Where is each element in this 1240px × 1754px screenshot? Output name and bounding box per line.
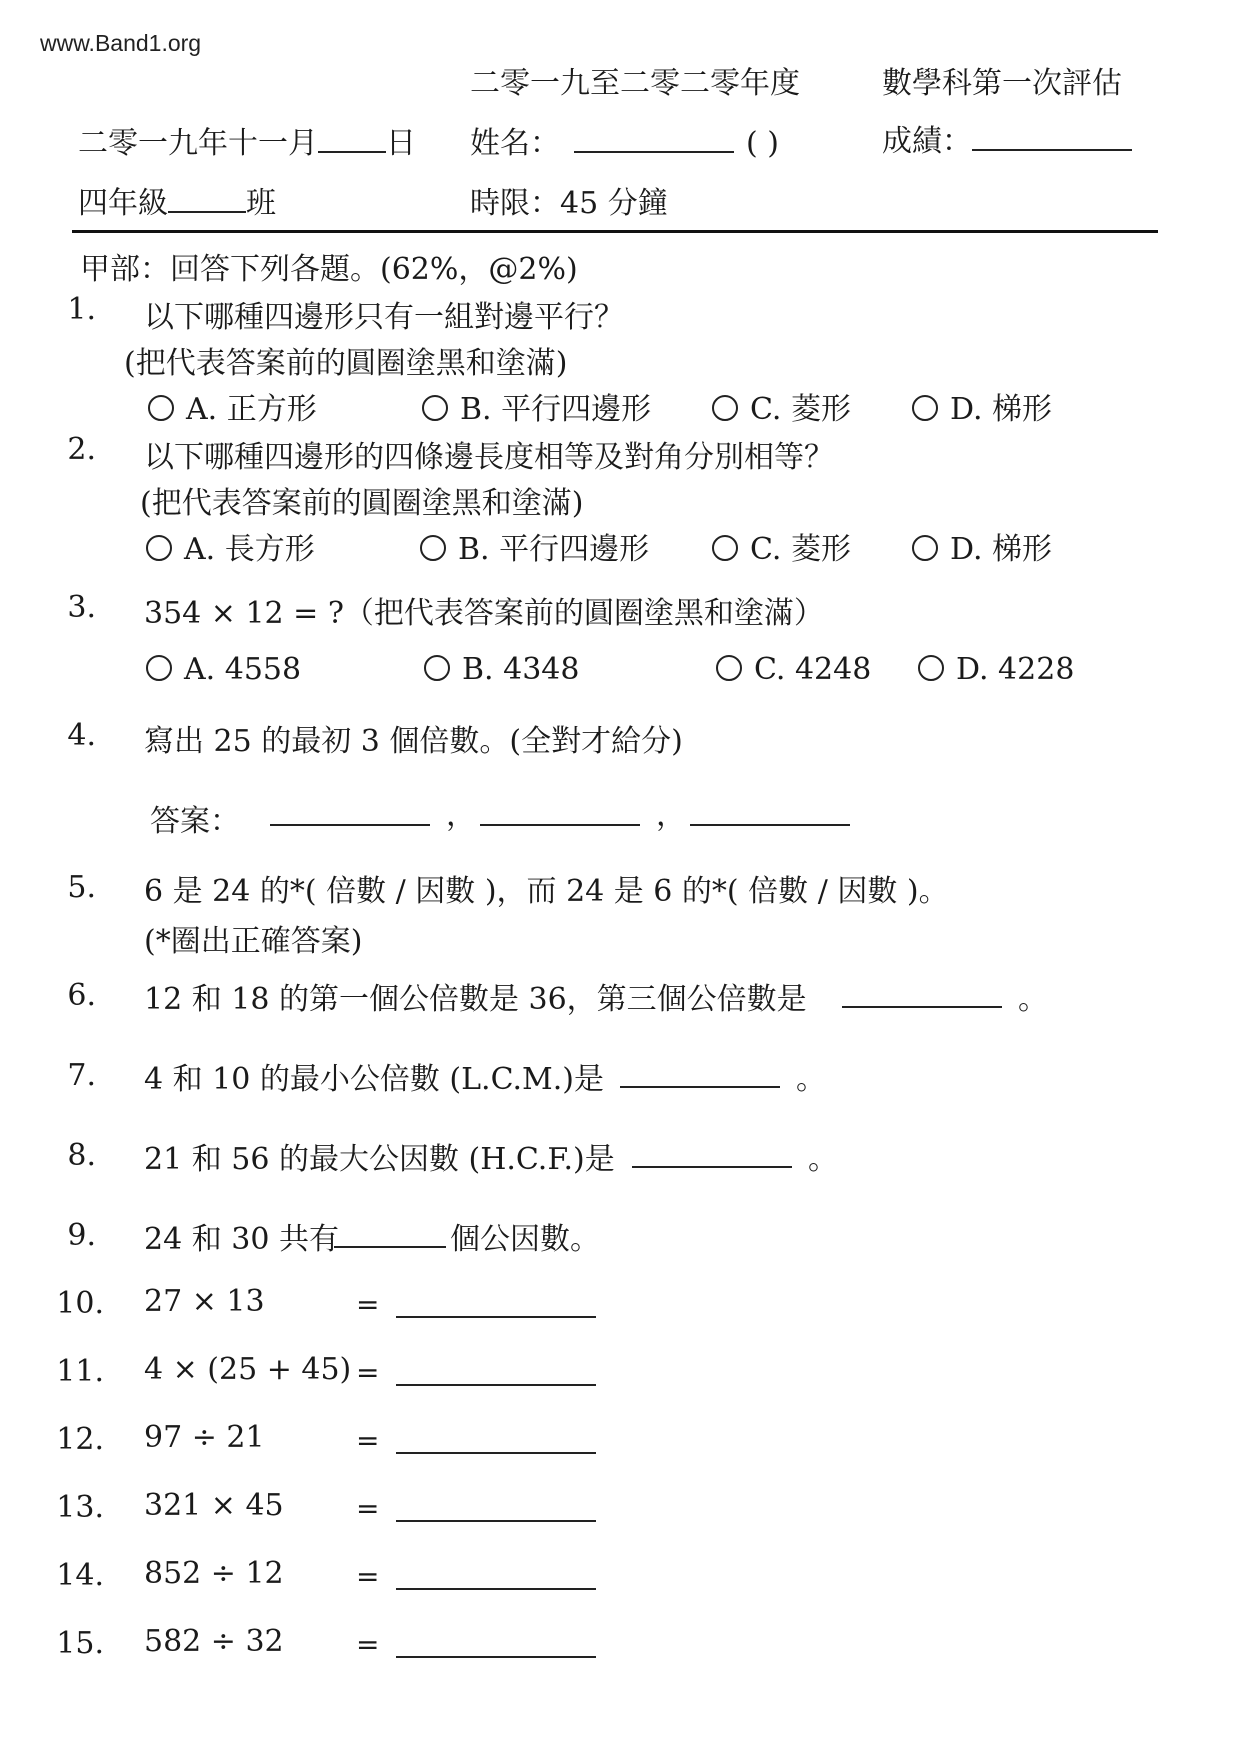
question-number: 9. [67,1218,96,1253]
option-a[interactable]: A. 正方形 [148,384,317,428]
question-text: 以下哪種四邊形的四條邊長度相等及對角分別相等？ [144,440,834,475]
answer-blank[interactable] [396,1426,596,1454]
score-label: 成績： [882,124,972,159]
expression: 97 ÷ 21 [144,1420,265,1455]
answer-blank[interactable] [334,1220,446,1248]
class-number-paren: ( ) [746,126,779,161]
question-note: (*圈出正確答案) [144,924,363,959]
option-circle[interactable] [716,655,742,681]
option-d[interactable]: D. 梯形 [912,524,1052,568]
answer-blank[interactable] [842,980,1002,1008]
section-a-title: 甲部：回答下列各題。(62%，@2%) [80,252,578,287]
option-circle[interactable] [912,535,938,561]
expression: 27 × 13 [144,1284,265,1319]
option-circle[interactable] [148,395,174,421]
watermark: www.Band1.org [40,30,202,56]
question-number: 8. [67,1138,96,1173]
question-number: 5. [67,870,96,905]
answer-blank[interactable] [396,1630,596,1658]
header-divider [72,230,1158,233]
score-blank[interactable] [972,121,1132,151]
question-text: 4 和 10 的最小公倍數 (L.C.M.)是 [144,1062,604,1097]
answer-separator: ， [656,798,686,833]
equals-sign: = [356,1288,380,1321]
answer-blank-1[interactable] [270,796,430,826]
option-circle[interactable] [712,395,738,421]
question-number: 2. [67,432,96,467]
option-c[interactable]: C. 菱形 [712,384,851,428]
question-number: 12. [56,1422,104,1457]
name-blank[interactable] [574,123,734,153]
equals-sign: = [356,1560,380,1593]
equals-sign: = [356,1492,380,1525]
equals-sign: = [356,1356,380,1389]
option-b[interactable]: B. 平行四邊形 [422,384,651,428]
answer-label: 答案： [150,804,240,839]
option-circle[interactable] [712,535,738,561]
option-d[interactable]: D. 梯形 [912,384,1052,428]
equals-sign: = [356,1628,380,1661]
expression: 852 ÷ 12 [144,1556,284,1591]
option-circle[interactable] [918,655,944,681]
expression: 582 ÷ 32 [144,1624,284,1659]
answer-blank-2[interactable] [480,796,640,826]
question-number: 6. [67,978,96,1013]
question-note: (把代表答案前的圓圈塗黑和塗滿) [124,346,568,381]
school-year-title: 二零一九至二零二零年度 [470,66,800,101]
answer-blank-3[interactable] [690,796,850,826]
option-a[interactable]: A. 4558 [146,652,301,687]
question-text: 6 是 24 的*( 倍數 / 因數 )，而 24 是 6 的*( 倍數 / 因數 )。 [144,874,949,909]
question-text: 以下哪種四邊形只有一組對邊平行？ [144,300,624,335]
option-circle[interactable] [424,655,450,681]
sentence-end: 。 [808,1142,838,1177]
option-c[interactable]: C. 4248 [716,652,871,687]
option-circle[interactable] [422,395,448,421]
date-blank[interactable] [318,123,386,153]
question-note: (把代表答案前的圓圈塗黑和塗滿) [140,486,584,521]
class-blank[interactable] [168,183,246,213]
date-prefix: 二零一九年十一月 [78,126,318,161]
class-prefix: 四年級 [78,186,168,221]
option-b[interactable]: B. 平行四邊形 [420,524,649,568]
time-limit: 時限：45 分鐘 [470,186,668,221]
answer-blank[interactable] [396,1562,596,1590]
question-number: 13. [56,1490,104,1525]
option-circle[interactable] [146,535,172,561]
option-circle[interactable] [912,395,938,421]
question-text: 21 和 56 的最大公因數 (H.C.F.)是 [144,1142,615,1177]
option-circle[interactable] [146,655,172,681]
option-d[interactable]: D. 4228 [918,652,1074,687]
class-field [78,178,276,222]
question-number: 10. [56,1286,104,1321]
expression: 4 × (25 + 45) [144,1352,352,1387]
question-number: 1. [67,292,96,327]
question-number: 3. [67,590,96,625]
question-number: 4. [67,718,96,753]
option-circle[interactable] [420,535,446,561]
option-b[interactable]: B. 4348 [424,652,579,687]
question-number: 11. [56,1354,104,1389]
date-suffix: 日 [386,126,416,161]
exam-title: 數學科第一次評估 [882,66,1122,101]
answer-blank[interactable] [396,1358,596,1386]
class-suffix: 班 [246,186,276,221]
sentence-end: 。 [1018,982,1048,1017]
answer-blank[interactable] [632,1140,792,1168]
question-text: 寫出 25 的最初 3 個倍數。(全對才給分) [144,724,683,759]
answer-blank[interactable] [620,1060,780,1088]
question-number: 15. [56,1626,104,1661]
date-field [78,118,416,162]
question-text: 12 和 18 的第一個公倍數是 36，第三個公倍數是 [144,982,807,1017]
option-a[interactable]: A. 長方形 [146,524,315,568]
sentence-end: 個公因數。 [450,1222,600,1257]
expression: 321 × 45 [144,1488,284,1523]
name-label: 姓名： [470,126,560,161]
question-text: 24 和 30 共有 [144,1222,339,1257]
option-c[interactable]: C. 菱形 [712,524,851,568]
equals-sign: = [356,1424,380,1457]
score-field [882,116,1132,160]
question-number: 14. [56,1558,104,1593]
question-number: 7. [67,1058,96,1093]
question-text: 354 × 12 = ?（把代表答案前的圓圈塗黑和塗滿） [144,596,824,631]
name-field [470,118,779,162]
answer-blank[interactable] [396,1290,596,1318]
sentence-end: 。 [796,1062,826,1097]
answer-blank[interactable] [396,1494,596,1522]
answer-separator: ， [446,798,476,833]
